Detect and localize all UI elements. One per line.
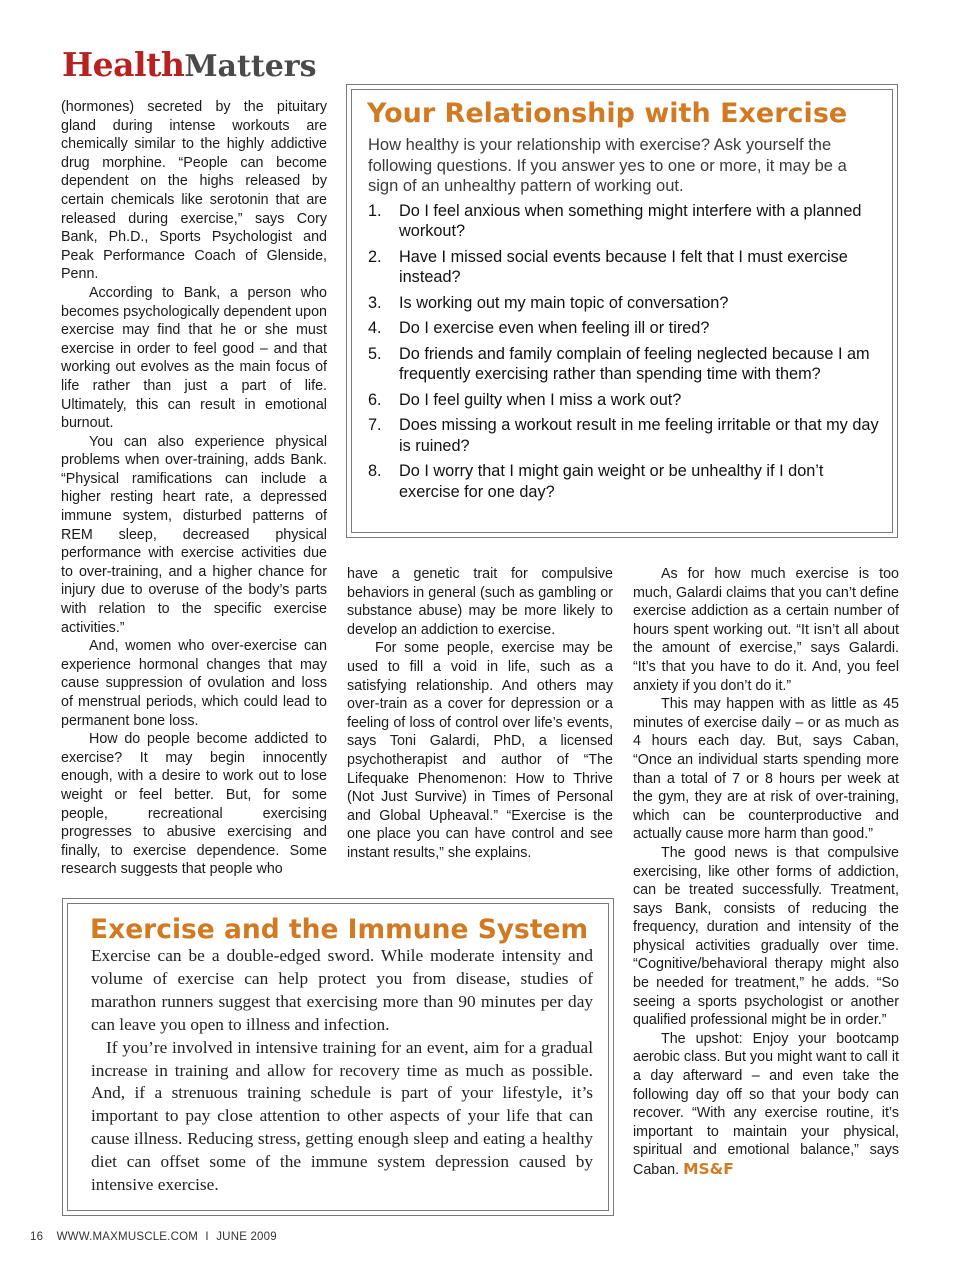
page-number: 16 <box>30 1231 44 1243</box>
sidebar-relationship-intro: How healthy is your relationship with exercise? Ask yourself the following questions. If you answer yes to one or more, it may be a sign of an unhealthy pattern of working out. <box>368 136 847 195</box>
question-number: 1. <box>368 202 382 220</box>
question-text: Do I worry that I might gain weight or be unhealthy if I don’t exercise for one day? <box>399 462 824 501</box>
footer-separator: I <box>205 1231 209 1243</box>
section-masthead <box>62 45 317 84</box>
question-item <box>368 415 880 456</box>
question-item <box>368 201 880 242</box>
right-paragraph-1: As for how much exercise is too much, Galardi claims that you can’t define exercise addiction as a certain number of hours spent working out. “It isn’t all about the amount of exercise,” says Galardi. “It’s that you have to do it. And, you feel anxiety if you don’t do it.” <box>633 566 899 694</box>
sidebar-exercise-immune-system <box>62 898 614 1216</box>
right-paragraph-3: The good news is that compulsive exercising, like other forms of addiction, can be treated successfully. Treatment, says Bank, consists of reducing the frequency, duration and intensity of the physical activities gradually over time. “Cognitive/behavioral therapy might also be needed for treatment,” he adds. “So seeing a sports psychologist or another qualified professional might be in order.” <box>633 844 899 1029</box>
question-text: Does missing a workout result in me feeling irritable or that my day is ruined? <box>399 416 879 455</box>
right-paragraph-2: This may happen with as little as 45 minutes of exercise daily – or as much as 4 hours each day. But, says Caban, “Once an individual starts spending more than a total of 7 or 8 hours per week at the gym, they are at risk of over-training, which can be counterproductive and actually cause more harm than good.” <box>633 696 899 843</box>
question-item <box>368 344 880 385</box>
right-paragraph-4-text: The upshot: Enjoy your bootcamp aerobic class. But you might want to call it a day afterward – and even take the following day off so that your body can recover. “With any exercise routine, it’s important to maintain your physical, spiritual and emotional balance,” says Caban. <box>633 1030 899 1178</box>
question-number: 3. <box>368 293 382 312</box>
left-paragraph-2: According to Bank, a person who becomes psychologically dependent upon exercise may find that he or she must exercise in order to feel good – and that working out evolves as the main focus of life rather than just a part of life. Ultimately, this can result in emotional burnout. <box>61 284 327 432</box>
question-text: Do I feel anxious when something might interfere with a planned workout? <box>399 202 862 241</box>
footer-issue-date: JUNE 2009 <box>216 1231 277 1243</box>
left-column <box>61 98 327 879</box>
question-text: Have I missed social events because I felt that I must exercise instead? <box>399 247 848 287</box>
middle-column <box>347 565 613 863</box>
left-paragraph-4: And, women who over-exercise can experience hormonal changes that may cause suppression of ovulation and loss of menstrual periods, which could lead to permanent bone loss. <box>61 638 327 729</box>
question-item <box>368 318 880 338</box>
question-item <box>368 247 880 288</box>
question-item <box>368 390 880 410</box>
middle-paragraph-2: For some people, exercise may be used to fill a void in life, such as a satisfying relationship. And others may over-train as a cover for depression or a feeling of loss of control over life’s events, says Toni Galardi, PhD, a licensed psychotherapist and author of “The Lifequake Phenomenon: How to Thrive (Not Just Survive) in Times of Personal and Global Upheaval.” “Exercise is the one place you can have control and see instant results,” she explains. <box>347 640 613 861</box>
masthead-matters: Matters <box>184 49 317 84</box>
right-paragraph-4 <box>633 1030 899 1180</box>
signoff-mark: MS&F <box>683 1160 734 1178</box>
sidebar-immune-title: Exercise and the Immune System <box>90 914 589 945</box>
question-list <box>368 201 880 507</box>
left-paragraph-1: (hormones) secreted by the pituitary gland during intense workouts are chemically similar to the highly addictive drug morphine. “People can become dependent on the highs released by certain chemicals like serotonin that are released during exercise,” says Cory Bank, Ph.D., Sports Psychologist and Peak Performance Coach of Glenside, Penn. <box>61 99 327 283</box>
question-text: Is working out my main topic of conversation? <box>399 293 729 312</box>
question-number: 5. <box>368 344 382 363</box>
sidebar-relationship-title: Your Relationship with Exercise <box>367 98 848 129</box>
immune-paragraph-2: If you’re involved in intensive training for an event, aim for a gradual increase in training and allow for recovery time as much as possible. And, if a strenuous training schedule is part of your lifestyle, it’s important to pay close attention to other aspects of your life that can cause illness. Reducing stress, getting enough sleep and eating a healthy diet can offset some of the immune system depression caused by intensive exercise. <box>91 1037 593 1195</box>
question-text: Do I exercise even when feeling ill or tired? <box>399 319 710 338</box>
sidebar-immune-body <box>91 945 593 1197</box>
question-number: 4. <box>368 319 382 338</box>
page-footer <box>30 1231 277 1243</box>
sidebar-relationship-with-exercise <box>346 84 898 538</box>
question-item <box>368 293 880 313</box>
question-text: Do I feel guilty when I miss a work out? <box>399 390 682 409</box>
masthead-health: Health <box>62 45 185 84</box>
footer-website: WWW.MAXMUSCLE.COM <box>56 1231 199 1243</box>
question-number: 7. <box>368 416 382 435</box>
question-item <box>368 461 880 502</box>
left-paragraph-5: How do people become addicted to exercise? It may begin innocently enough, with a desire to work out to lose weight or feel better. But, for some people, recreational exercising progresses to abusive exercising and finally, to exercise dependence. Some research suggests that people who <box>61 731 327 878</box>
left-paragraph-3: You can also experience physical problems when over-training, adds Bank. “Physical ramifications can include a higher resting heart rate, a depressed immune system, disturbed patterns of REM sleep, decreased physical performance with exercise activities due to over-training, and a higher chance for injury due to overuse of the body’s parts with relation to the specific exercise activities.” <box>61 433 327 636</box>
question-text: Do friends and family complain of feeling neglected because I am frequently exercising rather than spending time with them? <box>399 344 870 384</box>
right-column <box>633 565 899 1180</box>
question-number: 2. <box>368 247 382 266</box>
middle-paragraph-1: have a genetic trait for compulsive behaviors in general (such as gambling or substance abuse) may be more likely to develop an addiction to exercise. <box>347 566 613 638</box>
question-number: 8. <box>368 462 382 481</box>
question-number: 6. <box>368 390 382 409</box>
immune-paragraph-1: Exercise can be a double-edged sword. While moderate intensity and volume of exercise can help protect you from disease, studies of marathon runners suggest that exercising more than 90 minutes per day can leave you open to illness and infection. <box>91 946 593 1034</box>
